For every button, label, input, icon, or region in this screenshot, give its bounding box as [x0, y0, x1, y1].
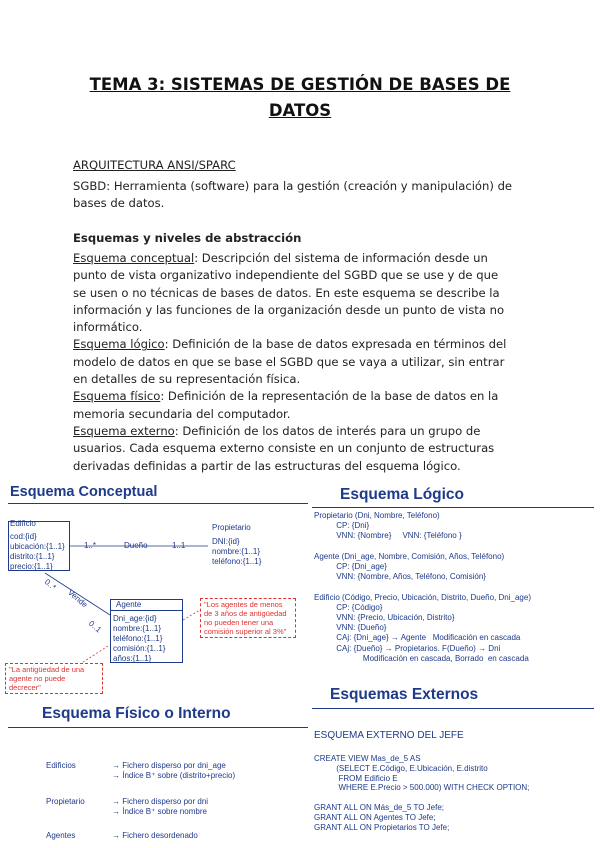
sgbd-line-2: bases de datos. — [73, 196, 165, 211]
externo-def: Esquema externo: Definición de los datos de interés para un grupo de usuarios. Cada esquema externo consiste en un conjunto de estructuras derivadas definidas a partir de las estructuras del esquema lógico. — [73, 423, 495, 473]
logico-title: Esquema Lógico — [340, 486, 465, 503]
externos-title: Esquemas Externos — [330, 686, 479, 703]
fisico-row-propietario-name: Propietario — [46, 797, 85, 806]
fisico-term: Esquema físico — [73, 389, 161, 404]
vende-label: Vende — [66, 587, 90, 610]
dueno-left-card: 1..* — [84, 541, 97, 550]
agente-name: Agente — [116, 600, 142, 609]
constraint-note-antiguedad: "La antigüedad de una agente no puede decrecer" — [5, 663, 103, 694]
ansi-heading: ARQUITECTURA ANSI/SPARC — [73, 158, 236, 172]
edificio-name: Edificio — [10, 519, 36, 528]
externos-rule — [312, 708, 594, 709]
esquemas-heading: Esquemas y niveles de abstracción — [73, 231, 302, 245]
fisico-rule — [8, 727, 308, 728]
fisico-row-edificios-name: Edificios — [46, 761, 76, 770]
fisico-row-agentes-name: Agentes — [46, 831, 76, 840]
dueno-label: Dueño — [124, 541, 148, 550]
fisico-def: Esquema físico: Definición de la representación de la base de datos en la memoria secundaria del computador. — [73, 389, 499, 421]
fisico-row-agentes-items: → Fichero desordenado — [112, 831, 198, 840]
logico-rule — [312, 507, 594, 508]
agente-attrs: Dni_age:{id} nombre:{1..1} teléfono:{1..1} comisión:{1..1} años:{1..1} — [113, 614, 166, 663]
logico-term: Esquema lógico — [73, 337, 165, 352]
propietario-name: Propietario — [212, 523, 251, 532]
fisico-row-propietario-items: → Fichero disperso por dni → Índice B⁺ sobre nombre — [112, 797, 209, 816]
externos-sql: CREATE VIEW Mas_de_5 AS (SELECT E.Código, E.Ubicación, E.distrito FROM Edificio E WHERE E.Precio > 500.000) WITH CHECK OPTION; GRANT ALL ON Más_de_5 TO Jefe; GRANT ALL ON Agentes TO Jefe; GRANT ALL ON Propietarios TO Jefe; — [314, 754, 530, 832]
vende-bottom-card: 0..1 — [86, 618, 103, 635]
fisico-title: Esquema Físico o Interno — [42, 705, 231, 722]
conceptual-title: Esquema Conceptual — [10, 484, 158, 500]
vende-top-card: 0..* — [42, 577, 58, 592]
edificio-attrs: cod:{id} ubicación:{1..1} distrito:{1..1} precio:{1..1} — [10, 532, 65, 571]
propietario-attrs: DNI:{id} nombre:{1..1} teléfono:{1..1} — [212, 537, 262, 566]
sgbd-line-1: SGBD: Herramienta (software) para la gestión (creación y manipulación) de — [73, 179, 513, 193]
logico-relations: Propietario (Dni, Nombre, Teléfono) CP: {Dni} VNN: {Nombre} VNN: {Teléfono } Agente (Dni_age, Nombre, Comisión, Años, Teléfono) CP: {Dni_age} VNN: {Nombre, Años, Teléfono, Comisión} Edificio (Código, Precio, Ubicación, Distrito, Dueño, Dni_age) CP: {Código} VNN: {Precio, Ubicación, Distrito} VNN: {Dueño} CAj: {Dni_age} → Agente Modificación en cascada CAj: {Dueño} → Propietarios. F(Dueño) → Dni Modificación en cascada, Borrado en cascada — [314, 511, 531, 663]
conceptual-term: Esquema conceptual — [73, 251, 195, 265]
title-line-1: TEMA 3: SISTEMAS DE GESTIÓN DE BASES DE — [89, 75, 511, 94]
externo-term: Esquema externo — [73, 423, 175, 438]
constraint-note-comision: "Los agentes de menos de 3 años de antigüedad no pueden tener una comisión superior al 3%" — [200, 598, 296, 638]
conceptual-def: Esquema conceptual: Descripción del sistema de información desde un punto de vista organizativo independiente del SGBD que se use y de que se usen o no técnicas de bases de datos. En este esquema se describe la información y las funciones de la organización desde un punto de vista no informático. — [73, 251, 505, 335]
externos-subtitle: ESQUEMA EXTERNO DEL JEFE — [314, 730, 464, 741]
logico-def: Esquema lógico: Definición de la base de datos expresada en términos del modelo de datos en que se base el SGBD que se vaya a utilizar, sin entrar en detalles de su representación física. — [73, 337, 507, 387]
title-line-2: DATOS — [268, 101, 332, 120]
dueno-right-card: 1..1 — [172, 541, 186, 550]
fisico-row-edificios-items: → Fichero disperso por dni_age → Índice B⁺ sobre (distrito+precio) — [112, 761, 236, 780]
